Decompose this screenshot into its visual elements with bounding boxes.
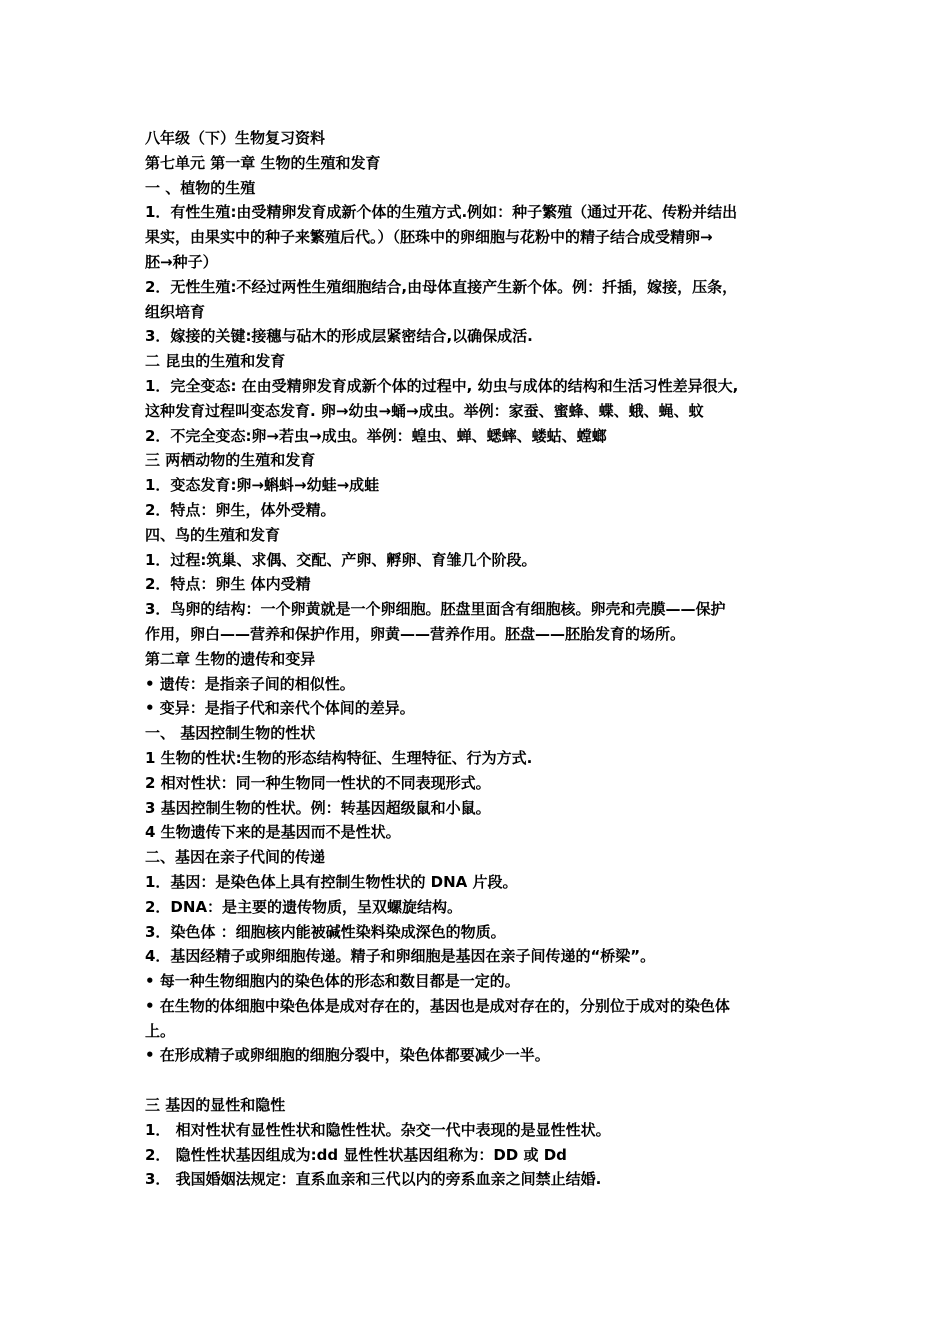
- section-heading: 二 昆虫的生殖和发育: [145, 352, 286, 371]
- text-line: 3 基因控制生物的性状。例：转基因超级鼠和小鼠。: [145, 798, 491, 817]
- unit-chapter-heading: 第七单元 第一章 生物的生殖和发育: [145, 153, 381, 172]
- chapter-heading: 第二章 生物的遗传和变异: [145, 649, 316, 668]
- text-line: 2．不完全变态:卵→若虫→成虫。举例：蝗虫、蝉、蟋蟀、蝼蛄、螳螂: [145, 426, 607, 445]
- text-line: 组织培育: [145, 302, 206, 321]
- text-line: 2．特点：卵生，体外受精。: [145, 500, 336, 519]
- text-line: 3．染色体 ：细胞核内能被碱性染料染成深色的物质。: [145, 922, 506, 941]
- section-heading: 一、 基因控制生物的性状: [145, 724, 316, 743]
- text-line: 上。: [145, 1021, 176, 1040]
- bullet-line: • 在形成精子或卵细胞的细胞分裂中，染色体都要减少一半。: [145, 1046, 550, 1065]
- text-line: 1．基因：是染色体上具有控制生物性状的 DNA 片段。: [145, 872, 518, 891]
- text-line: 3．鸟卵的结构：一个卵黄就是一个卵细胞。胚盘里面含有细胞核。卵壳和壳膜——保护: [145, 600, 726, 619]
- text-line: 2 相对性状：同一种生物同一性状的不同表现形式。: [145, 773, 491, 792]
- document-title: 八年级（下）生物复习资料: [145, 129, 326, 147]
- section-heading: 三 两栖动物的生殖和发育: [145, 451, 316, 470]
- text-line: 2．DNA：是主要的遗传物质，呈双螺旋结构。: [145, 897, 463, 916]
- text-line: 1．过程:筑巢、求偶、交配、产卵、孵卵、育雏几个阶段。: [145, 550, 537, 569]
- text-line: 3．嫁接的关键:接穗与砧木的形成层紧密结合,以确保成活.: [145, 327, 533, 346]
- text-line: 2． 隐性性状基因组成为:dd 显性性状基因组称为：DD 或 Dd: [145, 1145, 567, 1164]
- blank-line: [145, 1068, 810, 1093]
- text-line: 4．基因经精子或卵细胞传递。精子和卵细胞是基因在亲子间传递的“桥梁”。: [145, 947, 656, 966]
- bullet-line: • 每一种生物细胞内的染色体的形态和数目都是一定的。: [145, 972, 520, 991]
- bullet-line: • 在生物的体细胞中染色体是成对存在的，基因也是成对存在的，分别位于成对的染色体: [145, 996, 730, 1015]
- text-line: 作用，卵白——营养和保护作用，卵黄——营养作用。胚盘——胚胎发育的场所。: [145, 624, 686, 643]
- text-line: 1．有性生殖:由受精卵发育成新个体的生殖方式.例如：种子繁殖（通过开花、传粉并结出: [145, 203, 738, 222]
- text-line: 1．完全变态: 在由受精卵发育成新个体的过程中, 幼虫与成体的结构和生活习性差异很大,: [145, 376, 739, 395]
- section-heading: 一 、植物的生殖: [145, 178, 256, 197]
- text-line: 4 生物遗传下来的是基因而不是性状。: [145, 823, 401, 842]
- bullet-line: • 遗传：是指亲子间的相似性。: [145, 674, 355, 693]
- text-line: 这种发育过程叫变态发育. 卵→幼虫→蛹→成虫。举例：家蚕、蜜蜂、蝶、蛾、蝇、蚊: [145, 401, 704, 420]
- text-line: 2．特点：卵生 体内受精: [145, 575, 311, 594]
- section-heading: 二、基因在亲子代间的传递: [145, 848, 326, 867]
- text-line: 3． 我国婚姻法规定：直系血亲和三代以内的旁系血亲之间禁止结婚.: [145, 1170, 602, 1189]
- bullet-line: • 变异：是指子代和亲代个体间的差异。: [145, 699, 415, 718]
- text-line: 胚→种子）: [145, 252, 218, 271]
- document-page: [145, 126, 810, 1192]
- text-line: 2．无性生殖:不经过两性生殖细胞结合,由母体直接产生新个体。例：扦插，嫁接，压条，: [145, 277, 738, 296]
- text-line: 果实，由果实中的种子来繁殖后代。）（胚珠中的卵细胞与花粉中的精子结合成受精卵→: [145, 228, 713, 247]
- text-line: 1．变态发育:卵→蝌蚪→幼蛙→成蛙: [145, 476, 380, 495]
- text-line: 1． 相对性状有显性性状和隐性性状。杂交一代中表现的是显性性状。: [145, 1120, 611, 1139]
- section-heading: 三 基因的显性和隐性: [145, 1096, 286, 1115]
- section-heading: 四、鸟的生殖和发育: [145, 525, 281, 544]
- text-line: 1 生物的性状:生物的形态结构特征、生理特征、行为方式.: [145, 748, 533, 767]
